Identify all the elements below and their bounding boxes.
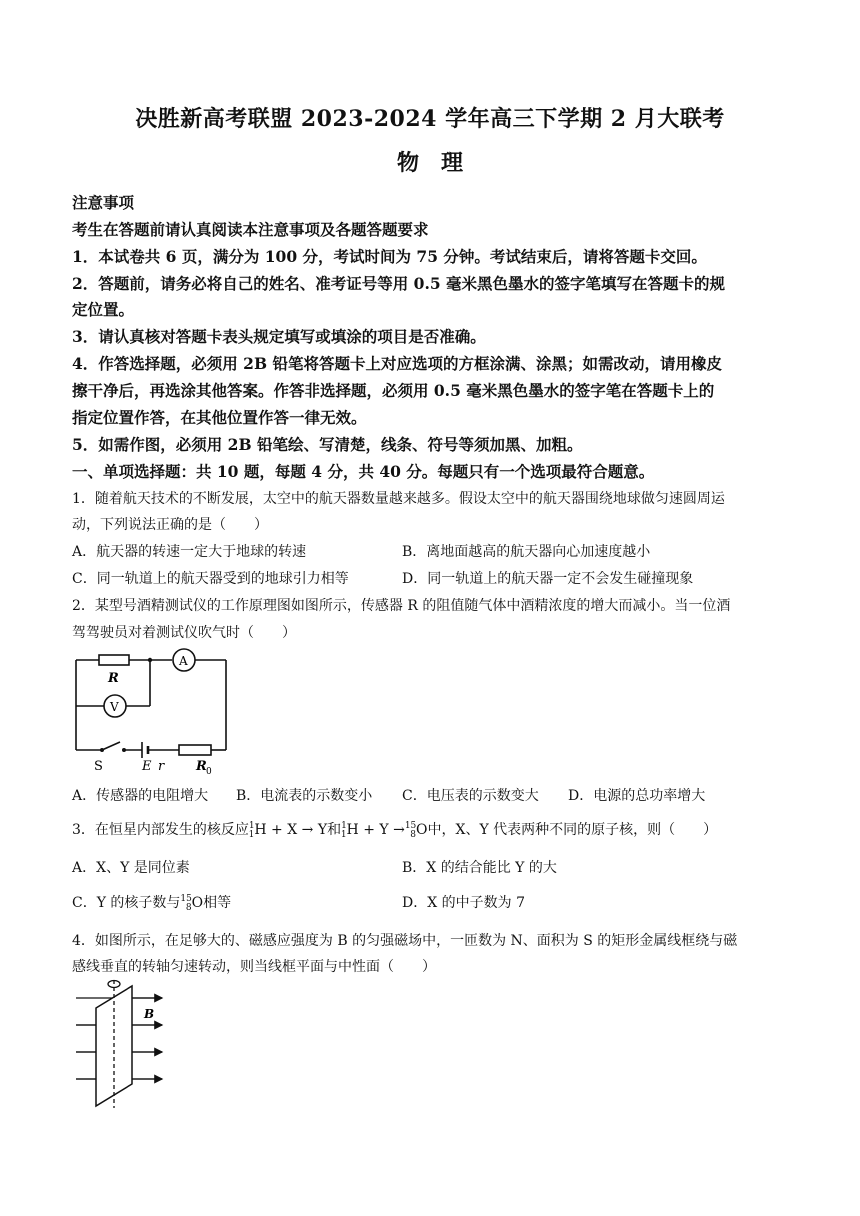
- q2-stem: 驾驾驶员对着测试仪吹气时（ ）: [72, 625, 296, 641]
- notice-item: 1．本试卷共 6 页，满分为 100 分，考试时间为 75 分钟。考试结束后，请将答题卡交回。: [72, 247, 707, 266]
- q3-equation-1: H + X → Y: [254, 822, 328, 838]
- o-charge-number: 8: [410, 830, 416, 840]
- o-symbol: O: [191, 895, 204, 911]
- h-mass-number: 1: [248, 821, 255, 831]
- label-r0: R: [196, 759, 207, 774]
- resistor-r: [99, 655, 129, 665]
- q4-stem: 感线垂直的转轴匀速转动，则当线框平面与中性面（ ）: [72, 959, 436, 975]
- label-small-r: r: [158, 759, 165, 774]
- notice-item: 定位置。: [72, 300, 135, 319]
- label-b: B: [144, 1007, 155, 1021]
- q3-equation-2: H + Y →: [346, 822, 405, 838]
- exam-title: 决胜新高考联盟 2023-2024 学年高三下学期 2 月大联考: [135, 106, 725, 132]
- notice-item: 2．答题前，请务必将自己的姓名、准考证号等用 0.5 毫米黑色墨水的签字笔填写在答题卡的规: [72, 274, 726, 293]
- h-charge-number: 1: [340, 830, 347, 840]
- o-charge-number: 8: [185, 903, 192, 913]
- label-e: E: [142, 759, 152, 774]
- notice-item: 3．请认真核对答题卡表头规定填写或填涂的项目是否准确。: [72, 327, 486, 346]
- q1-option-b: B．离地面越高的航天器向心加速度越小: [402, 544, 651, 560]
- label-v: V: [110, 700, 119, 714]
- q1-stem: 1．随着航天技术的不断发展，太空中的航天器数量越来越多。假设太空中的航天器围绕地球做匀速圆周运: [72, 491, 725, 507]
- notice-item: 擦干净后，再选涂其他答案。作答非选择题，必须用 0.5 毫米黑色墨水的签字笔在答题卡上的: [72, 381, 715, 400]
- notice-item: 5．如需作图，必须用 2B 铅笔绘、写清楚，线条、符号等须加黑、加粗。: [72, 435, 583, 454]
- q3-option-c-pre: C．Y 的核子数与: [72, 895, 181, 911]
- q3-option-a: A．X、Y 是同位素: [72, 860, 190, 876]
- notice-item: 4．作答选择题，必须用 2B 铅笔将答题卡上对应选项的方框涂满、涂黑；如需改动，请用橡皮: [72, 354, 722, 373]
- q2-circuit-diagram: [64, 646, 244, 776]
- q3-option-c-post: 相等: [203, 895, 232, 911]
- h-mass-number: 1: [341, 821, 347, 831]
- q3-option-b: B．X 的结合能比 Y 的大: [402, 860, 557, 876]
- label-r: R: [108, 671, 119, 686]
- q3-stem-pre: 3．在恒星内部发生的核反应: [72, 822, 249, 838]
- resistor-r0: [179, 745, 211, 755]
- label-a: A: [179, 654, 188, 668]
- label-r0-sub: 0: [206, 767, 212, 776]
- q2-option-b: B．电流表的示数变小: [236, 788, 373, 804]
- q2-option-d: D．电源的总功率增大: [568, 788, 706, 804]
- q3-option-d: D．X 的中子数为 7: [402, 895, 525, 911]
- q1-stem: 动，下列说法正确的是（ ）: [72, 517, 268, 533]
- q3-option-c: [72, 892, 231, 913]
- o-mass-number: 15: [404, 821, 417, 831]
- q1-option-d: D．同一轨道上的航天器一定不会发生碰撞现象: [402, 571, 694, 587]
- h-charge-number: 1: [248, 830, 255, 840]
- q4-rotating-coil-diagram: [66, 978, 176, 1110]
- q4-stem: 4．如图所示，在足够大的、磁感应强度为 B 的匀强磁场中，一匝数为 N、面积为 S 的矩形金属线框绕与磁: [72, 933, 738, 949]
- notice-intro: 考生在答题前请认真阅读本注意事项及各题答题要求: [72, 220, 429, 239]
- q1-option-a: A．航天器的转速一定大于地球的转速: [72, 544, 307, 560]
- o-symbol: O: [416, 822, 428, 838]
- q3-stem-mid: 和: [327, 822, 342, 838]
- switch-s: [102, 742, 120, 750]
- q2-stem: 2．某型号酒精测试仪的工作原理图如图所示，传感器 R 的阻值随气体中酒精浓度的增大而减小。当一位酒: [72, 598, 731, 614]
- q1-option-c: C．同一轨道上的航天器受到的地球引力相等: [72, 571, 349, 587]
- notice-heading: 注意事项: [72, 193, 135, 212]
- subject-title: 物 理: [396, 150, 463, 176]
- q2-option-c: C．电压表的示数变大: [402, 788, 539, 804]
- label-s: S: [94, 759, 103, 774]
- q3-stem: [72, 819, 717, 840]
- section-heading: 一、单项选择题：共 10 题，每题 4 分，共 40 分。每题只有一个选项最符合题意。: [72, 462, 655, 481]
- q3-stem-post: 中，X、Y 代表两种不同的原子核，则（ ）: [427, 822, 718, 838]
- notice-item: 指定位置作答，在其他位置作答一律无效。: [72, 408, 367, 427]
- o-mass-number: 15: [180, 894, 192, 904]
- q2-option-a: A．传感器的电阻增大: [72, 788, 209, 804]
